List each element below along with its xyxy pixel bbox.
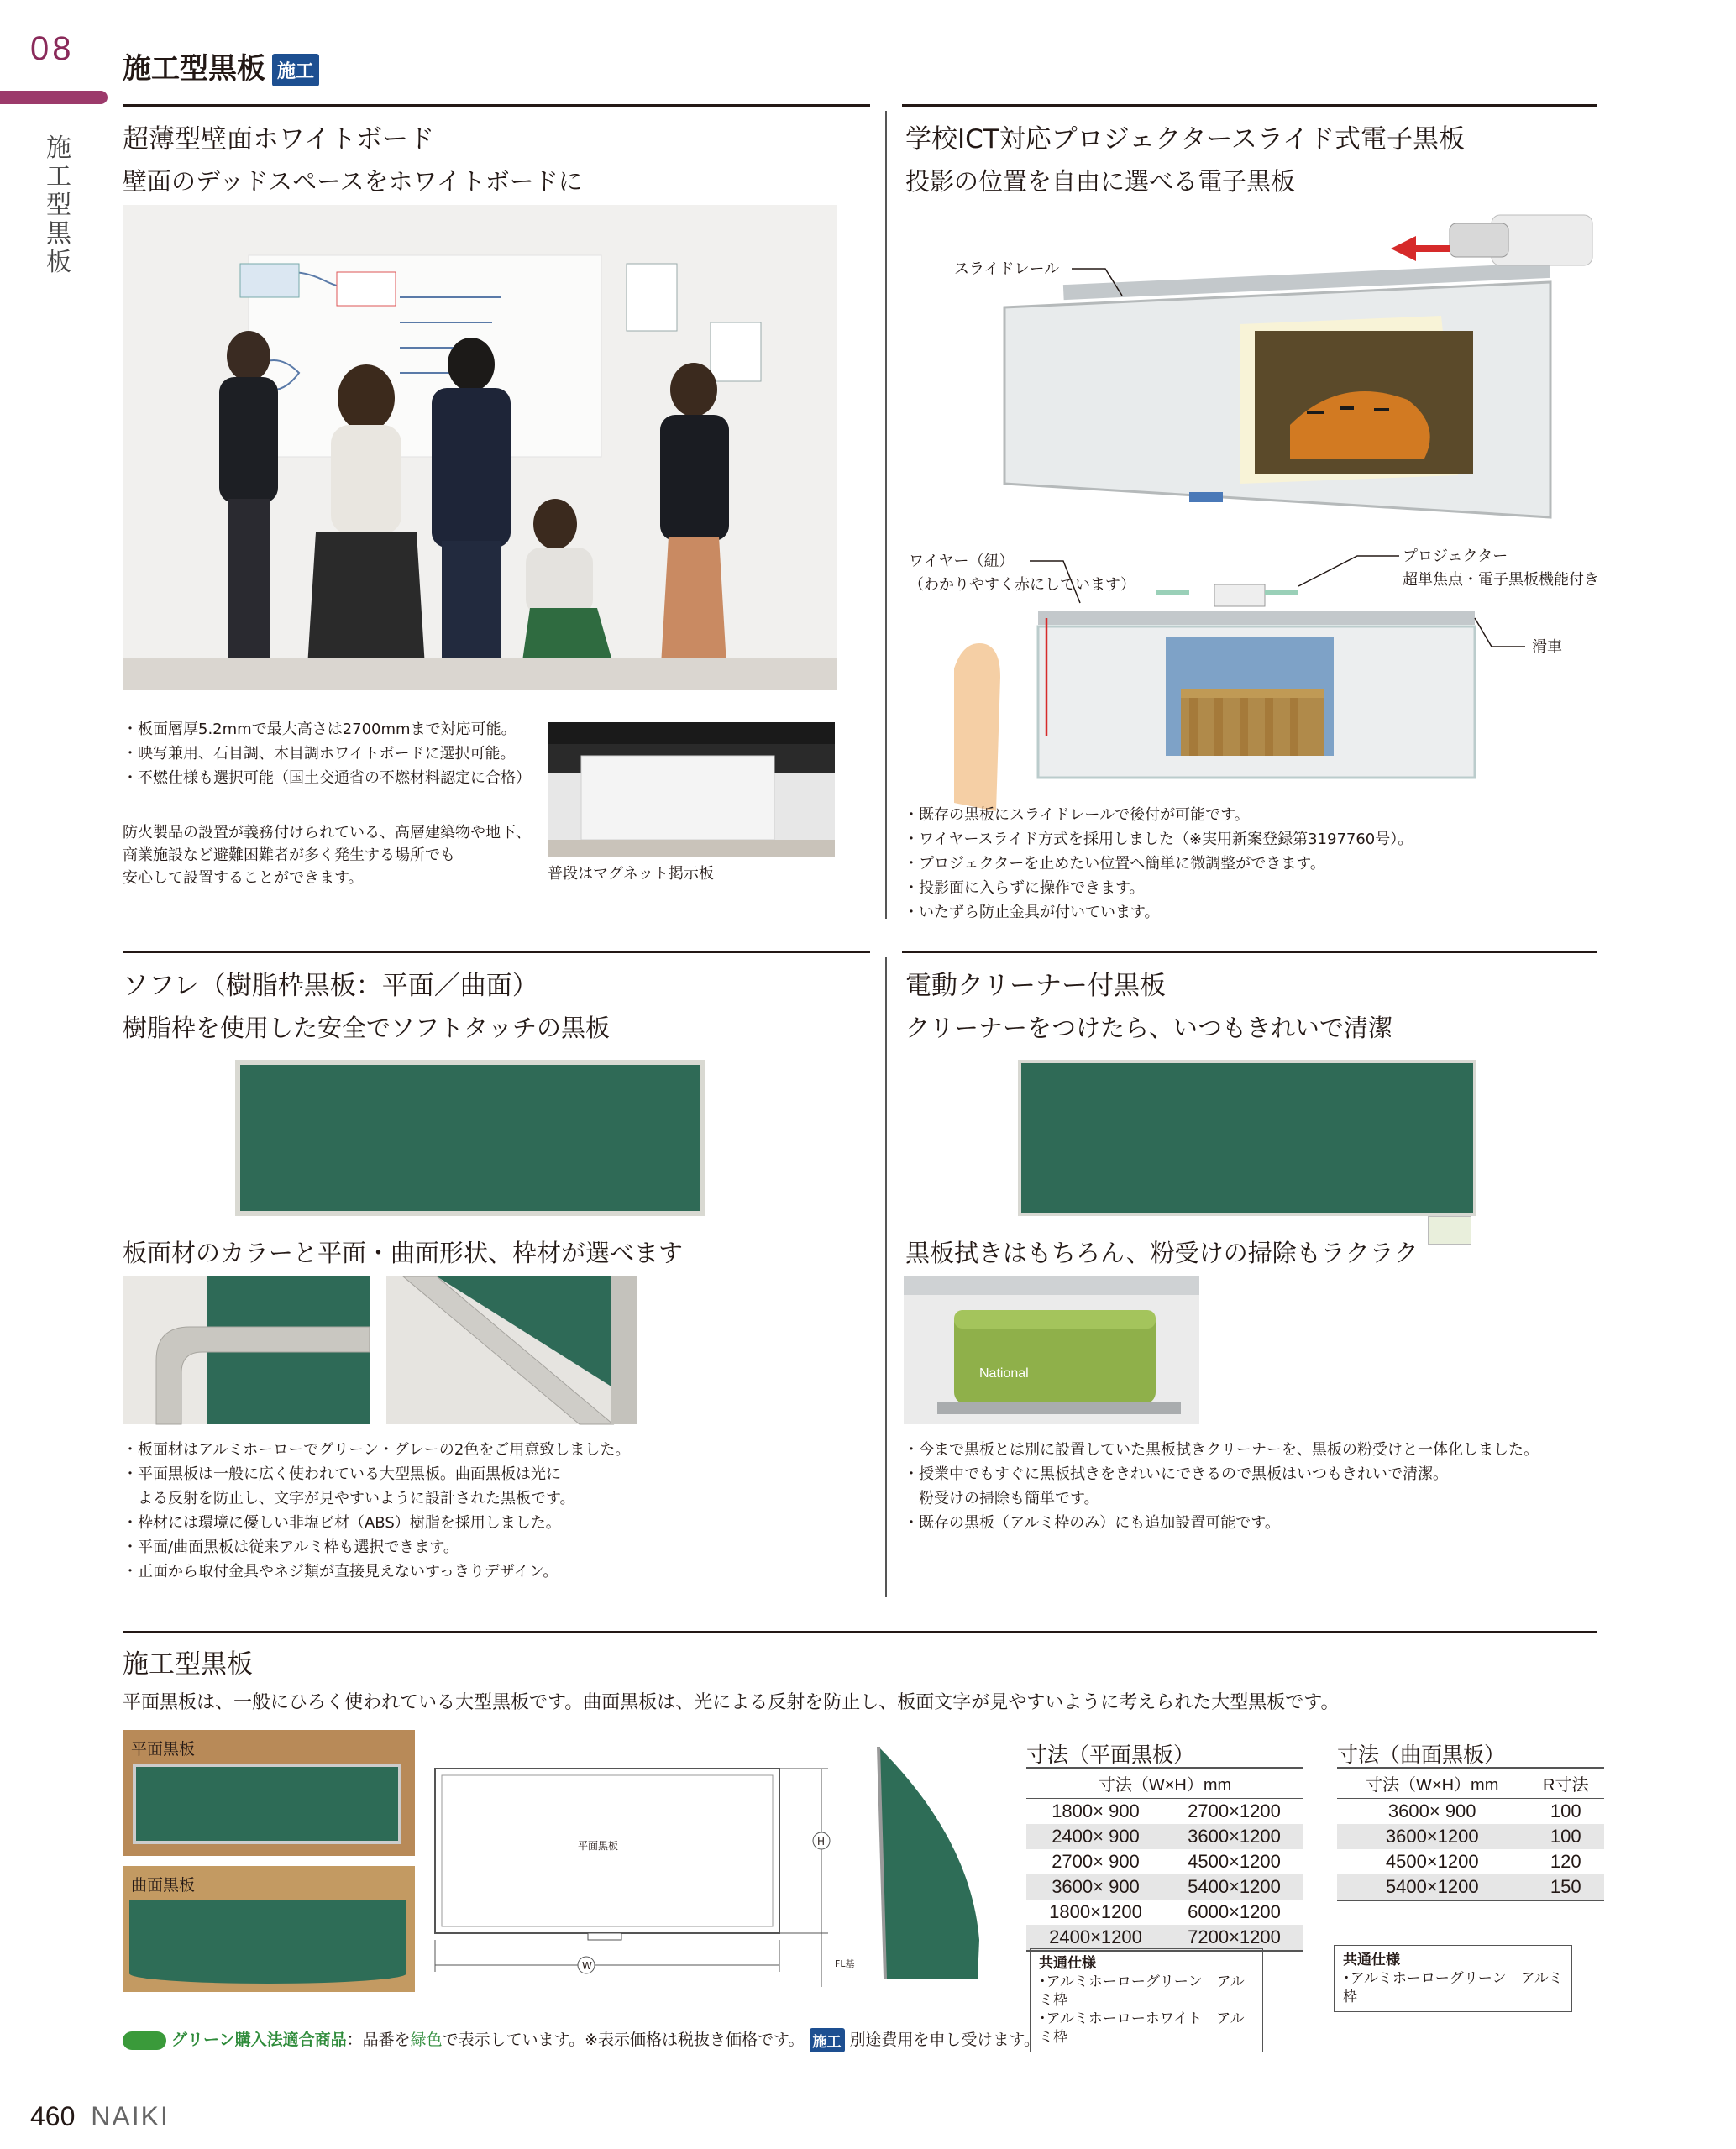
table-row: 1800×1200 6000×1200 — [1049, 1901, 1281, 1922]
bullet-item: ・既存の黒板（アルミ枠のみ）にも追加設置可能です。 — [904, 1514, 1280, 1532]
section-bullets — [123, 717, 531, 790]
frame-corner-illustration-1 — [123, 1276, 370, 1424]
section-title: 学校ICT対応プロジェクタースライド式電子黒板 — [905, 124, 1466, 155]
curved-board-side-illustration — [868, 1743, 986, 1987]
table-row: 3600×1200 100 — [1337, 1824, 1604, 1849]
construction-badge: 施工 — [272, 54, 319, 86]
drawing-label: 平面黒板 — [578, 1840, 619, 1852]
section-description: 平面黒板は、一般にひろく使われている大型黒板です。曲面黒板は、光による反射を防止し、板面文字が見やすいように考えられた大型黒板です。 — [123, 1692, 1340, 1713]
cleaner-closeup-illustration — [904, 1276, 1199, 1424]
section-title: ソフレ（樹脂枠黒板：平面／曲面） — [123, 971, 538, 1001]
footer-text: 別途費用を申し受けます。 — [849, 2031, 1041, 2049]
table-header: 寸法（W×H）mm — [1337, 1768, 1527, 1799]
table-row: 5400×1200 150 — [1337, 1874, 1604, 1900]
bullet-item: ・いたずら防止金具が付いています。 — [904, 904, 1160, 921]
projector-board-diagram — [904, 198, 1609, 803]
green-purchase-label: グリーン購入法適合商品 — [171, 2031, 347, 2049]
spec-title: 共通仕様 — [1343, 1952, 1400, 1968]
bullet-item: よる反射を防止し、文字が見やすいように設計された黒板です。 — [123, 1490, 575, 1507]
cleaner-chalkboard-image — [1018, 1060, 1476, 1216]
section-title: 電動クリーナー付黒板 — [905, 971, 1166, 1001]
section-rule — [902, 951, 1597, 953]
frame-corner-illustration-2 — [386, 1276, 637, 1424]
section-subtitle-2: 黒板拭きはもちろん、粉受けの掃除もラクラク — [905, 1239, 1419, 1267]
flat-dimension-table — [1026, 1767, 1303, 1952]
bullet-item: ・正面から取付金具やネジ類が直接見えないすっきりデザイン。 — [123, 1563, 559, 1580]
paragraph-line: 商業施設など避難困難者が多く発生する場所でも — [123, 846, 455, 864]
footer-green-word: 緑色 — [410, 2031, 443, 2049]
dimension-w: W — [582, 1960, 592, 1972]
page-footer — [30, 2101, 170, 2132]
bullet-item: ・板面材はアルミホーローでグリーン・グレーの2色をご用意致しました。 — [123, 1441, 631, 1459]
green-purchase-icon — [123, 2031, 166, 2050]
wire-label-line1: ワイヤー（紐） — [909, 553, 1015, 570]
curved-board-surface — [129, 1900, 406, 1984]
footer-text: で表示しています。※表示価格は税抜き価格です。 — [442, 2031, 805, 2049]
footer-text: ：品番を — [346, 2031, 411, 2049]
bullet-item: ・今まで黒板とは別に設置していた黒板拭きクリーナーを、黒板の粉受けと一体化しました。 — [904, 1441, 1539, 1459]
projector-label-line2: 超単焦点・電子黒板機能付き — [1403, 571, 1599, 589]
construction-badge: 施工 — [810, 2028, 845, 2052]
section-subtitle-2: 板面材のカラーと平面・曲面形状、枠材が選べます — [123, 1239, 684, 1267]
page-title-text: 施工型黒板 — [123, 52, 265, 86]
sofre-chalkboard-image — [235, 1060, 705, 1216]
bullet-item: ・プロジェクターを止めたい位置へ簡単に微調整ができます。 — [904, 855, 1325, 873]
side-tab-label: 施工型黒板 — [46, 134, 71, 277]
footer-note — [123, 2027, 1040, 2052]
bullet-item: ・投影面に入らずに操作できます。 — [904, 879, 1145, 897]
curved-board-photo-label: 曲面黒板 — [131, 1876, 196, 1895]
flat-table-heading: 寸法（平面黒板） — [1026, 1743, 1195, 1767]
brand-name: NAIKI — [91, 2101, 170, 2131]
spec-line: ･アルミホーローグリーン アルミ枠 — [1343, 1970, 1563, 2005]
section-bullets — [904, 803, 1413, 925]
section-rule — [902, 104, 1597, 107]
section-subtitle: 投影の位置を自由に選べる電子黒板 — [905, 167, 1296, 196]
curved-common-spec — [1334, 1945, 1572, 2012]
spec-line: ･アルミホーローグリーン アルミ枠 — [1039, 1973, 1245, 2009]
flat-common-spec — [1030, 1948, 1263, 2052]
section-bullets — [123, 1438, 630, 1584]
paragraph-line: 安心して設置することができます。 — [123, 869, 364, 887]
projector-label-line1: プロジェクター — [1403, 548, 1508, 565]
table-row: 4500×1200 120 — [1385, 1851, 1581, 1872]
curved-table-heading: 寸法（曲面黒板） — [1337, 1743, 1506, 1767]
flat-board-photo — [123, 1730, 415, 1856]
dimension-h: H — [817, 1836, 826, 1848]
section-title: 超薄型壁面ホワイトボード — [123, 124, 435, 155]
section-rule — [123, 951, 870, 953]
column-divider — [885, 111, 887, 919]
flat-board-dimension-drawing — [427, 1752, 855, 1987]
cleaner-closeup-photo — [904, 1276, 1199, 1424]
section-subtitle: クリーナーをつけたら、いつもきれいで清潔 — [905, 1014, 1393, 1042]
photo-caption: 普段はマグネット掲示板 — [548, 865, 714, 883]
page-code: 08 — [30, 30, 75, 67]
section-subtitle: 壁面のデッドスペースをホワイトボードに — [123, 167, 583, 196]
bullet-item: ・既存の黒板にスライドレールで後付が可能です。 — [904, 806, 1250, 824]
table-row: 3600× 900 5400×1200 — [1026, 1874, 1303, 1900]
bullet-item: 粉受けの掃除も簡単です。 — [904, 1490, 1099, 1507]
spec-line: ･アルミホーローホワイト アルミ枠 — [1039, 2010, 1245, 2046]
wire-label-line2: （わかりやすく赤にしています） — [909, 576, 1135, 594]
whiteboard-office-illustration — [123, 205, 837, 690]
bullet-item: ・不燃仕様も選択可能（国土交通省の不燃材料認定に合格） — [123, 769, 531, 787]
curved-board-photo — [123, 1866, 415, 1992]
flat-board-surface — [133, 1764, 401, 1844]
bullet-item: ・映写兼用、石目調、木目調ホワイトボードに選択可能。 — [123, 745, 516, 763]
table-row: 2400×1200 7200×1200 — [1026, 1925, 1303, 1951]
page-title — [123, 45, 319, 86]
section-rule — [123, 1631, 1597, 1633]
paragraph-line: 防火製品の設置が義務付けられている、高層建築物や地下、 — [123, 824, 531, 841]
pulley-label: 滑車 — [1532, 638, 1562, 656]
bullet-item: ・板面層厚5.2mmで最大高さは2700mmまで対応可能。 — [123, 721, 517, 738]
bullet-item: ・平面黒板は一般に広く使われている大型黒板。曲面黒板は光に — [123, 1465, 561, 1483]
bullet-item: ・枠材には環境に優しい非塩ビ材（ABS）樹脂を採用しました。 — [123, 1514, 561, 1532]
section-title: 施工型黒板 — [123, 1649, 253, 1680]
page-number: 460 — [30, 2101, 76, 2131]
cleaner-unit-small — [1428, 1216, 1471, 1245]
table-row: 3600× 900 100 — [1387, 1800, 1581, 1821]
dimension-fl: FL基 — [835, 1958, 855, 1969]
curved-dimension-table — [1337, 1767, 1604, 1901]
table-header: 寸法（W×H）mm — [1026, 1768, 1303, 1799]
flat-board-drawing — [427, 1752, 855, 1987]
bullet-item: ・授業中でもすぐに黒板拭きをきれいにできるので黒板はいつもきれいで清潔。 — [904, 1465, 1448, 1483]
section-bullets — [904, 1438, 1539, 1535]
curved-board-drawing — [868, 1743, 986, 1987]
whiteboard-office-photo — [123, 205, 837, 690]
cleaner-brand: National — [979, 1366, 1029, 1381]
bullet-item: ・ワイヤースライド方式を採用しました（※実用新案登録第3197760号）。 — [904, 831, 1413, 848]
empty-room-photo — [548, 722, 835, 857]
column-divider — [885, 957, 887, 1597]
empty-room-illustration — [548, 722, 835, 857]
frame-corner-photo-1 — [123, 1276, 370, 1424]
section-subtitle: 樹脂枠を使用した安全でソフトタッチの黒板 — [123, 1014, 611, 1042]
spec-title: 共通仕様 — [1039, 1955, 1096, 1972]
section-paragraph — [123, 821, 531, 889]
table-row: 2700× 900 4500×1200 — [1052, 1851, 1281, 1872]
projector-diagram-illustration — [904, 198, 1609, 803]
table-row: 1800× 900 2700×1200 — [1052, 1800, 1281, 1821]
section-marker-bar — [0, 91, 108, 104]
frame-corner-photo-2 — [386, 1276, 637, 1424]
section-rule — [123, 104, 870, 107]
bullet-item: ・平面/曲面黒板は従来アルミ枠も選択できます。 — [123, 1538, 459, 1556]
rail-label: スライドレール — [954, 260, 1060, 278]
table-row: 2400× 900 3600×1200 — [1026, 1824, 1303, 1849]
flat-board-photo-label: 平面黒板 — [131, 1740, 196, 1759]
table-header: R寸法 — [1527, 1768, 1604, 1799]
